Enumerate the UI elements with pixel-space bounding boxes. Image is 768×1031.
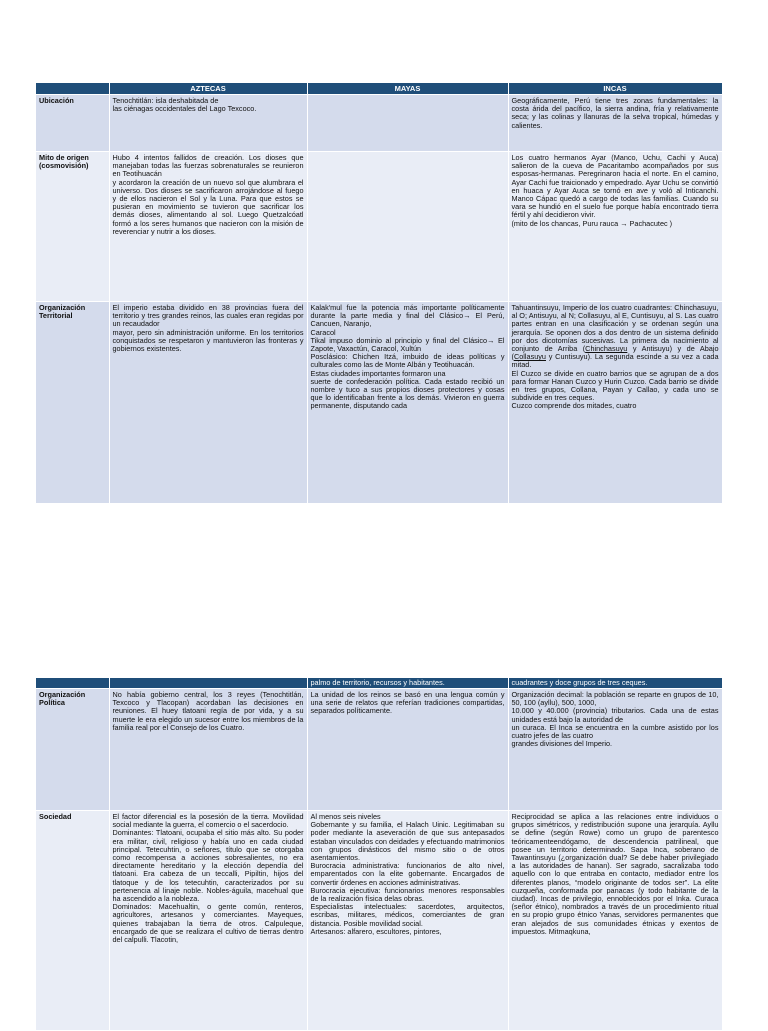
header-mayas: MAYAS — [307, 83, 508, 95]
cell-mayas: La unidad de los reinos se basó en una lengua común y una serie de relatos que referían tradiciones compartidas, separados políticamente. — [307, 689, 508, 811]
cell-mayas — [307, 152, 508, 302]
continuation-mayas: palmo de territorio, recursos y habitantes. — [307, 678, 508, 689]
underlined-term: Collasuyu — [513, 352, 546, 362]
table-row-mito — [36, 152, 722, 302]
table-row-ubicacion — [36, 95, 722, 152]
cell-mayas: Al menos seis niveles Gobernante y su familia, el Halach Uinic. Legitimaban su poder mediante la aseveración de que sus antepasados estaban vinculados con deidades y efectuando matrimonios con grupos dinásticos del mismo sitio o de otros asentamientos. Burocracia administrativa: funcionarios de alto nivel, emparentados con la elite gobernante. Encargados de convertir órdenes en acciones administrativas. Burocracia ejecutiva: funcionarios menores responsables de la realización física delas obras. Especialistas intelectuales: sacerdotes, arquitectos, escribas, militares, médicos, comerciantes de gran distancia. Posible movilidad social. Artesanos: alfarero, escultores, pintores, — [307, 811, 508, 1031]
comparison-table-top — [36, 83, 722, 504]
text-segment: y Antisuyu) y de Abajo ( — [511, 344, 719, 362]
cell-aztecas: No había gobierno central, los 3 reyes (Tenochtitlán, Texcoco y Tlacopan) acordaban las decisiones en reuniones. El huey tlatoani regía de por vida, y a su muerte le era elegido un sucesor entre los miembros de la familia real por el Consejo de los Cuatro. — [109, 689, 307, 811]
table-header-row — [36, 83, 722, 95]
cell-aztecas: El factor diferencial es la posesión de la tierra. Movilidad social mediante la guerra, el comercio o el sacerdocio. Dominantes: Tlatoani, ocupaba el sitio más alto. Su poder era militar, civil, religioso y había uno en cada ciudad principal. Tetecuhtin, o señores, título que se otorgaba como recompensa a acciones sobresalientes, no era directamente hereditario y la elección dependía del tlatoani. Era cabeza de un teccalli, Pipiltin, hijos del tlatoque y de los tetecuhtin, caracterizados por su pertenencia al linaje noble. Nobles-águila, macehual que ha ascendido a la nobleza. Dominados: Macehualtin, o gente común, renteros, agricultores, artesanos y comerciantes. Mayeques, quienes trabajaban la tierra de otros. Calpuleque, encargado de que se realizara el cultivo de tierras dentro del calpulli. Tlacotin, — [109, 811, 307, 1031]
continuation-empty — [36, 678, 109, 689]
row-label: Organización Política — [36, 689, 109, 811]
cell-mayas — [307, 95, 508, 152]
cell-incas: Geográficamente, Perú tiene tres zonas fundamentales: la costa árida del pacífico, la sierra andina, fría y relativamente seca; y las colinas y llanuras de la selva tropical, húmedas y calientes. — [508, 95, 722, 152]
header-empty — [36, 83, 109, 95]
table-row-sociedad — [36, 811, 722, 1031]
cell-aztecas: Tenochtitlán: isla deshabitada de las ciénagas occidentales del Lago Texcoco. — [109, 95, 307, 152]
row-label: Ubicación — [36, 95, 109, 152]
cell-incas — [508, 302, 722, 504]
text-segment: y Cuntisuyu). La segunda escinde a su vez a cada mitad. El Cuzco se divide en cuatro barrios que se agrupan de a dos para formar Hanan Cuzco y Hurin Cuzco. Cada barrio se divide en tres grupos, Collana, Payan y Callao, y cada uno se subdivide en tres ceques. Cuzco comprende dos mitades, cuatro — [511, 352, 719, 411]
civilizations-table — [36, 83, 723, 504]
header-aztecas: AZTECAS — [109, 83, 307, 95]
comparison-table-bottom — [36, 678, 722, 1031]
row-label: Organización Territorial — [36, 302, 109, 504]
cell-incas: Los cuatro hermanos Ayar (Manco, Uchu, Cachi y Auca) salieron de la cueva de Pacaritambo acompañados por sus esposas-hermanas. Peregrinaron hacia el norte. En el camino, Ayar Cachi fue traicionado y empedrado. Ayar Uchu se convirtió en huaca y Ayar Auca se tornó en ave y voló al Inticanchi. Manco Cápac quedó a cargo de todas las familias. Cuando su vara se hundió en el suelo fue porque había encontrado tierra fértil y ahí decidieron vivir. (mito de los chancas, Puru rauca → Pachacutec ) — [508, 152, 722, 302]
header-incas: INCAS — [508, 83, 722, 95]
cell-aztecas: El imperio estaba dividido en 38 provincias fuera del territorio y tres grandes reinos, las cuales eran regidas por un recaudador mayor, pero sin administración uniforme. En los territorios conquistados se respetaron y mantuvieron las fronteras y gobiernos existentes. — [109, 302, 307, 504]
cell-incas: Organización decimal: la población se reparte en grupos de 10, 50, 100 (ayllu), 500, 1000, 10.000 y 40.000 (provincia) tributarios. Cada una de estas unidades está bajo la autoridad de un curaca. El Inca se encuentra en la cumbre asistido por los cuatro jefes de las cuatro grandes divisiones del Imperio. — [508, 689, 722, 811]
civilizations-table-continued — [36, 678, 723, 1031]
continuation-aztecas — [109, 678, 307, 689]
continuation-incas: cuadrantes y doce grupos de tres ceques. — [508, 678, 722, 689]
cell-mayas: Kalak'mul fue la potencia más importante políticamente durante la parte media y final del Clásico→ El Perú, Cancuen, Naranjo, Caracol Tikal impuso dominio al principio y final del Clásico→ El Zapote, Vaxactún, Caracol, Xultún Posclásico: Chichen Itzá, imbuido de ideas políticas y culturales como las de Monte Albán y Teotihuacán. Estas ciudades importantes formaron una suerte de confederación política. Cada estado recibió un nombre y tuco a sus propios dioses protectores y cosas que lo identificaban frente a los demás. Vivieron en guerra permanente, disputando cada — [307, 302, 508, 504]
row-label: Mito de origen (cosmovisión) — [36, 152, 109, 302]
table-row-organizacion-politica — [36, 689, 722, 811]
cell-incas: Reciprocidad se aplica a las relaciones entre individuos o grupos simétricos, y redistribución supone una jerarquía. Ayllu se define (según Rowe) como un grupo de parentesco teóricamenteendógamo, de descendencia patrilineal, que posee un territorio determinado. Sapa Inca, soberano de Tawantinsuyu (¿organización dual? Se debe haber privilegiado a las autoridades de hanan). Ser sagrado, sacralizaba todo aquello con lo que entraba en contacto, mediador entre los diferentes planos, “modelo originante de todos ser”. La elite cuzqueña, conformada por panacas (y todo habitante de la ciudad). Incas de privilegio, ennoblecidos por el Inka. Curaca (señor étnico), nombrados a través de un procedimiento ritual en su propio grupo étnico Yanas, servidores permanentes que eran alejados de sus comunidades étnicas y exentos de impuestos. Mitmaqkuna, — [508, 811, 722, 1031]
row-label: Sociedad — [36, 811, 109, 1031]
text-segment: Tahuantinsuyu, Imperio de los cuatro cuadrantes: Chinchasuyu, al O; Antisuyu, al N; Collasuyu, al E, Cuntisuyu, al S. Las cuatro partes entran en una clasificación y se ordenan según una jerarquía. Se oponen dos a dos dentro de un sistema definido por dos dicotomías sucesivas. La primera da nacimiento al conjunto de Arriba ( — [511, 303, 719, 354]
continuation-row — [36, 678, 722, 689]
underlined-term: Chinchasuyu — [585, 344, 628, 354]
table-row-organizacion-territorial — [36, 302, 722, 504]
cell-aztecas: Hubo 4 intentos fallidos de creación. Los dioses que manejaban todas las fuerzas sobrenaturales se reunieron en Teotihuacán y acordaron la creación de un nuevo sol que alumbrara el universo. Dos dioses se sacrificaron arrojándose al fuego y de ellos nacieron el Sol y la Luna. Para que estos se pusieran en movimiento se tuvieron que sacrificar los demás dioses, alimentando al sol. Luego Quetzalcóatl formó a los seres humanos que nacieron con la misión de reverenciar y nutrir a los dioses. — [109, 152, 307, 302]
